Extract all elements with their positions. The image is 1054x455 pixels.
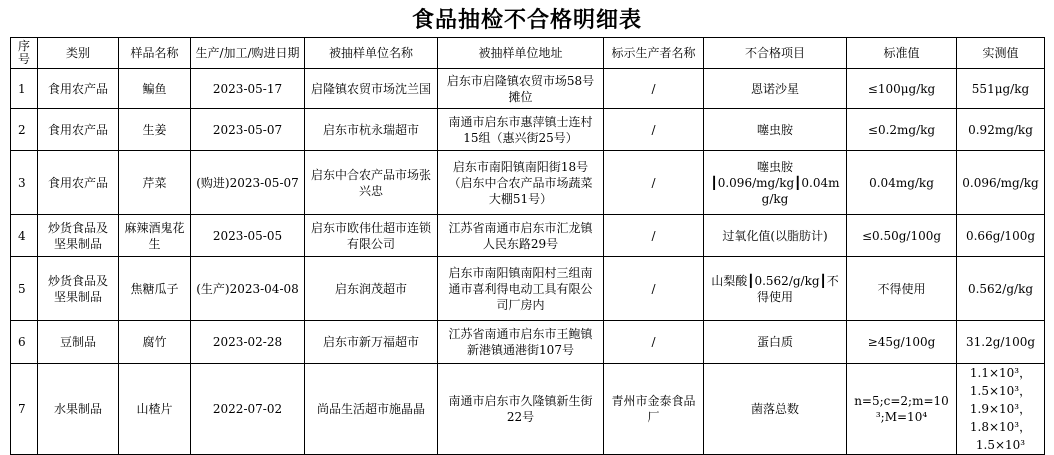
cell-category: 食用农产品 <box>38 151 119 215</box>
cell-unit-address: 南通市启东市久隆镇新生街22号 <box>438 364 604 455</box>
cell-date: 2022-07-02 <box>191 364 305 455</box>
cell-producer: / <box>604 215 704 257</box>
cell-standard: ≤0.50g/100g <box>847 215 957 257</box>
cell-standard: ≤0.2mg/kg <box>847 109 957 151</box>
cell-standard: n=5;c=2;m=10³;M=10⁴ <box>847 364 957 455</box>
cell-unit-name: 启东润茂超市 <box>305 257 438 321</box>
cell-standard: ≤100μg/kg <box>847 69 957 109</box>
cell-sample: 芹菜 <box>119 151 191 215</box>
table-row <box>11 257 1045 321</box>
cell-date: (购进)2023-05-07 <box>191 151 305 215</box>
cell-unit-address: 南通市启东市惠萍镇士连村15组（惠兴街25号） <box>438 109 604 151</box>
cell-sample: 腐竹 <box>119 321 191 364</box>
cell-producer: 青州市金泰食品厂 <box>604 364 704 455</box>
column-header-category: 类别 <box>38 38 119 69</box>
cell-unit-name: 启东市欧伟仕超市连锁有限公司 <box>305 215 438 257</box>
cell-measured: 31.2g/100g <box>957 321 1045 364</box>
cell-no: 2 <box>11 109 38 151</box>
cell-category: 豆制品 <box>38 321 119 364</box>
cell-item: 菌落总数 <box>704 364 847 455</box>
cell-category: 水果制品 <box>38 364 119 455</box>
cell-no: 5 <box>11 257 38 321</box>
cell-no: 3 <box>11 151 38 215</box>
column-header-no: 序号 <box>11 38 38 69</box>
cell-category: 食用农产品 <box>38 109 119 151</box>
cell-unit-address: 启东市启隆镇农贸市场58号摊位 <box>438 69 604 109</box>
cell-sample: 焦糖瓜子 <box>119 257 191 321</box>
cell-unit-address: 江苏省南通市启东市王鲍镇新港镇通港街107号 <box>438 321 604 364</box>
cell-no: 6 <box>11 321 38 364</box>
table-row <box>11 364 1045 455</box>
cell-date: 2023-05-07 <box>191 109 305 151</box>
column-header-measured: 实测值 <box>957 38 1045 69</box>
column-header-sample: 样品名称 <box>119 38 191 69</box>
cell-measured: 0.096/mg/kg <box>957 151 1045 215</box>
cell-item: 山梨酸┃0.562/g/kg┃不得使用 <box>704 257 847 321</box>
cell-measured: 551μg/kg <box>957 69 1045 109</box>
inspection-table <box>10 37 1045 455</box>
cell-producer: / <box>604 257 704 321</box>
cell-unit-address: 江苏省南通市启东市汇龙镇人民东路29号 <box>438 215 604 257</box>
cell-date: 2023-05-05 <box>191 215 305 257</box>
cell-sample: 生姜 <box>119 109 191 151</box>
cell-item: 过氧化值(以脂肪计) <box>704 215 847 257</box>
cell-sample: 山楂片 <box>119 364 191 455</box>
column-header-unit-address: 被抽样单位地址 <box>438 38 604 69</box>
cell-producer: / <box>604 109 704 151</box>
cell-measured: 1.1×10³，1.5×10³，1.9×10³，1.8×10³，1.5×10³ <box>957 364 1045 455</box>
cell-unit-name: 启东中合农产品市场张兴忠 <box>305 151 438 215</box>
cell-producer: / <box>604 151 704 215</box>
table-row <box>11 151 1045 215</box>
cell-no: 7 <box>11 364 38 455</box>
column-header-unit-name: 被抽样单位名称 <box>305 38 438 69</box>
cell-item: 蛋白质 <box>704 321 847 364</box>
table-row <box>11 215 1045 257</box>
cell-date: 2023-02-28 <box>191 321 305 364</box>
table-row <box>11 109 1045 151</box>
cell-no: 4 <box>11 215 38 257</box>
column-header-date: 生产/加工/购进日期 <box>191 38 305 69</box>
cell-measured: 0.66g/100g <box>957 215 1045 257</box>
cell-category: 炒货食品及坚果制品 <box>38 257 119 321</box>
cell-standard: ≥45g/100g <box>847 321 957 364</box>
cell-item: 恩诺沙星 <box>704 69 847 109</box>
cell-producer: / <box>604 321 704 364</box>
cell-standard: 0.04mg/kg <box>847 151 957 215</box>
column-header-producer: 标示生产者名称 <box>604 38 704 69</box>
column-header-item: 不合格项目 <box>704 38 847 69</box>
cell-date: (生产)2023-04-08 <box>191 257 305 321</box>
cell-unit-address: 启东市南阳镇南阳街18号（启东中合农产品市场蔬菜大棚51号） <box>438 151 604 215</box>
cell-sample: 麻辣酒鬼花生 <box>119 215 191 257</box>
cell-measured: 0.92mg/kg <box>957 109 1045 151</box>
cell-unit-name: 启隆镇农贸市场沈兰国 <box>305 69 438 109</box>
table-row <box>11 321 1045 364</box>
cell-standard: 不得使用 <box>847 257 957 321</box>
header-row <box>11 38 1045 69</box>
cell-item: 噻虫胺 <box>704 109 847 151</box>
cell-no: 1 <box>11 69 38 109</box>
cell-producer: / <box>604 69 704 109</box>
cell-measured: 0.562/g/kg <box>957 257 1045 321</box>
page-title: 食品抽检不合格明细表 <box>411 7 642 33</box>
cell-unit-address: 启东市南阳镇南阳村三组南通市喜利得电动工具有限公司厂房内 <box>438 257 604 321</box>
cell-item: 噻虫胺┃0.096/mg/kg┃0.04mg/kg <box>704 151 847 215</box>
column-header-standard: 标准值 <box>847 38 957 69</box>
cell-sample: 鳊鱼 <box>119 69 191 109</box>
cell-category: 炒货食品及坚果制品 <box>38 215 119 257</box>
cell-unit-name: 启东市新万福超市 <box>305 321 438 364</box>
cell-unit-name: 启东市杭永瑞超市 <box>305 109 438 151</box>
cell-date: 2023-05-17 <box>191 69 305 109</box>
cell-unit-name: 尚品生活超市施晶晶 <box>305 364 438 455</box>
cell-category: 食用农产品 <box>38 69 119 109</box>
table-row <box>11 69 1045 109</box>
